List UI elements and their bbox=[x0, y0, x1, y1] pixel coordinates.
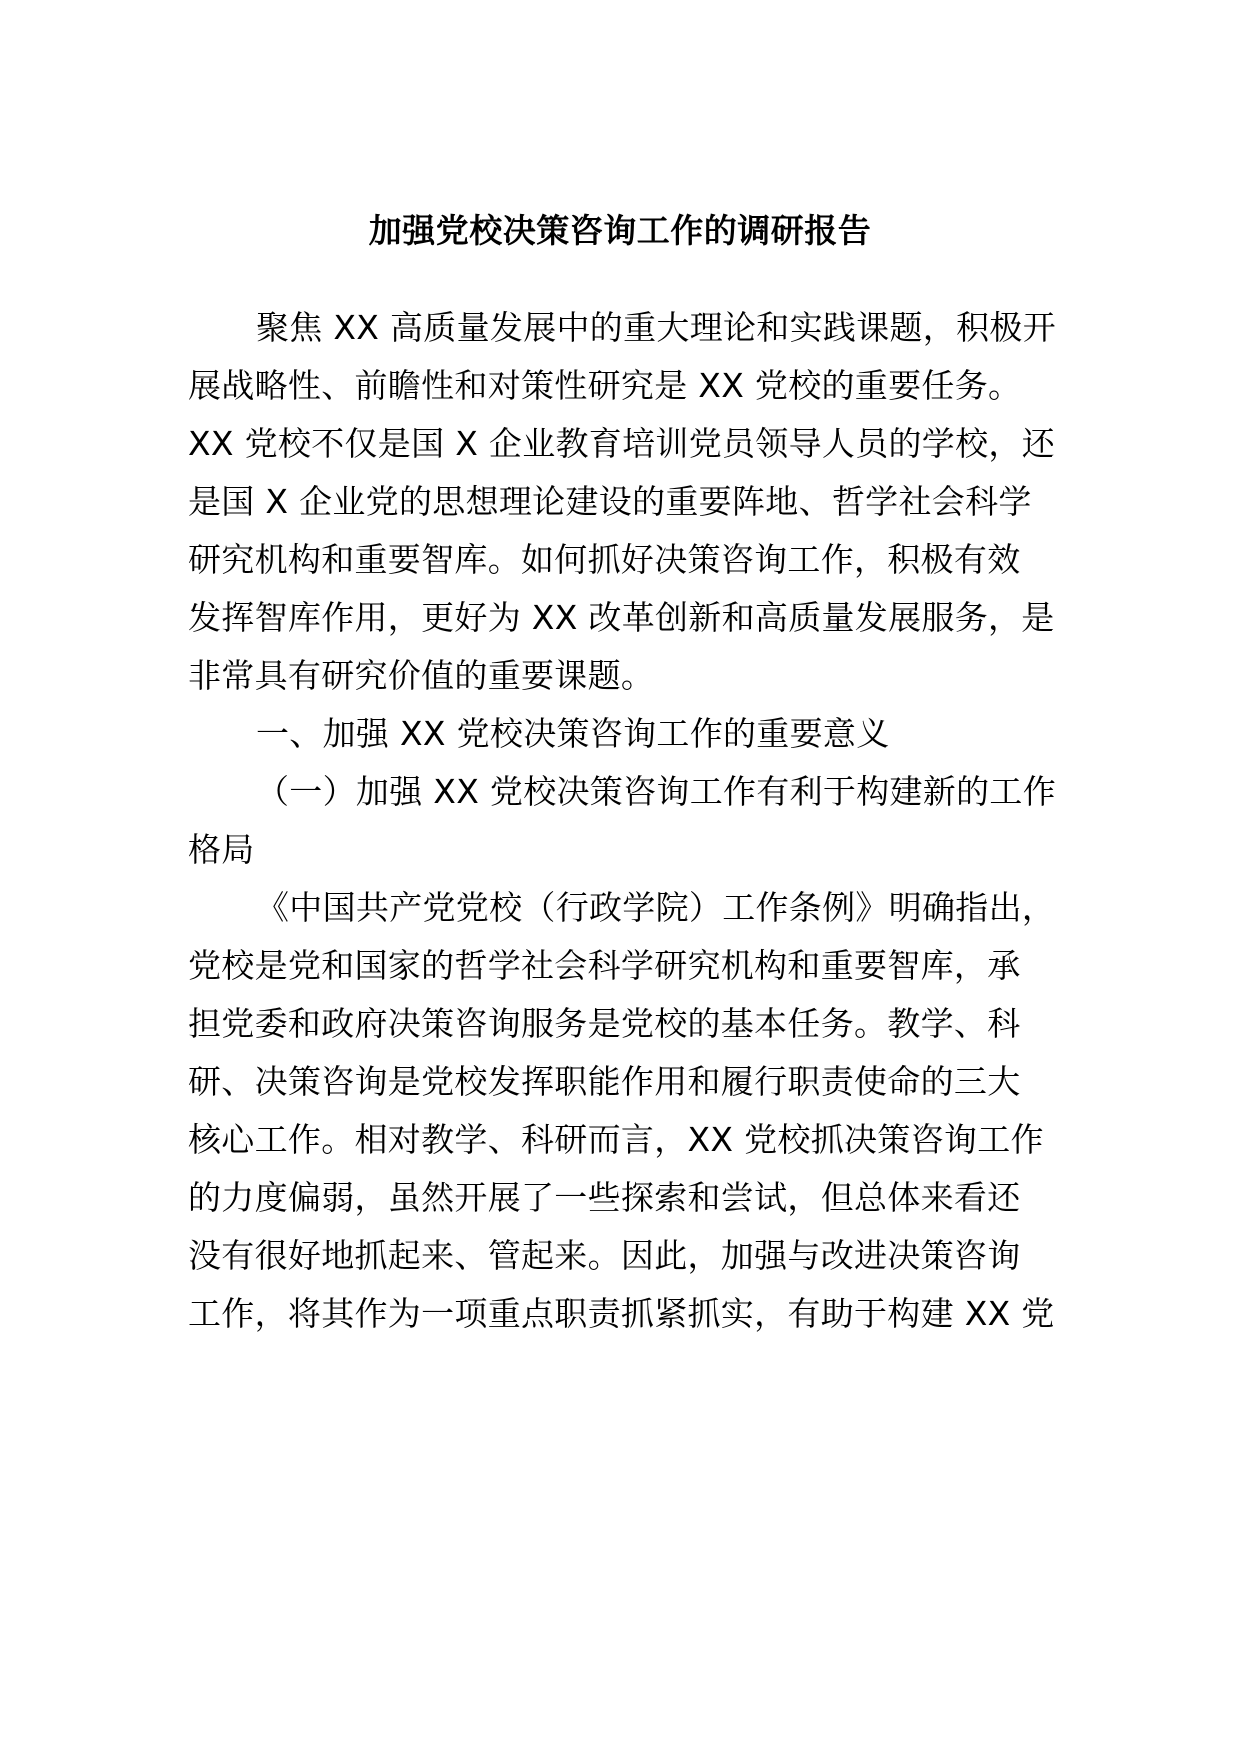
paragraph-line: 党校是党和国家的哲学社会科学研究机构和重要智库，承 bbox=[188, 946, 1021, 985]
paragraph-line: 工作，将其作为一项重点职责抓紧抓实，有助于构建 XX 党 bbox=[188, 1294, 1055, 1333]
paragraph-line: 发挥智库作用，更好为 XX 改革创新和高质量发展服务，是 bbox=[188, 598, 1055, 637]
paragraph-line: 是国 X 企业党的思想理论建设的重要阵地、哲学社会科学 bbox=[188, 482, 1032, 521]
paragraph-line: 的力度偏弱，虽然开展了一些探索和尝试，但总体来看还 bbox=[188, 1178, 1021, 1217]
paragraph-line: 聚焦 XX 高质量发展中的重大理论和实践课题，积极开 bbox=[256, 308, 1056, 347]
paragraph-line: 非常具有研究价值的重要课题。 bbox=[188, 656, 655, 695]
document-title: 加强党校决策咨询工作的调研报告 bbox=[368, 211, 872, 250]
paragraph-line: 没有很好地抓起来、管起来。因此，加强与改进决策咨询 bbox=[188, 1236, 1021, 1275]
paragraph-line: 研究机构和重要智库。如何抓好决策咨询工作，积极有效 bbox=[188, 540, 1021, 579]
paragraph-line: 担党委和政府决策咨询服务是党校的基本任务。教学、科 bbox=[188, 1004, 1021, 1043]
subsection-heading-continued: 格局 bbox=[188, 830, 255, 869]
subsection-heading: （一）加强 XX 党校决策咨询工作有利于构建新的工作 bbox=[256, 772, 1056, 811]
paragraph-line: 展战略性、前瞻性和对策性研究是 XX 党校的重要任务。 bbox=[188, 366, 1022, 405]
section-heading: 一、加强 XX 党校决策咨询工作的重要意义 bbox=[256, 714, 890, 753]
paragraph-line: XX 党校不仅是国 X 企业教育培训党员领导人员的学校，还 bbox=[188, 424, 1055, 463]
paragraph-line: 研、决策咨询是党校发挥职能作用和履行职责使命的三大 bbox=[188, 1062, 1021, 1101]
paragraph-line: 核心工作。相对教学、科研而言，XX 党校抓决策咨询工作 bbox=[188, 1120, 1044, 1159]
paragraph-line: 《中国共产党党校（行政学院）工作条例》明确指出， bbox=[256, 888, 1056, 927]
